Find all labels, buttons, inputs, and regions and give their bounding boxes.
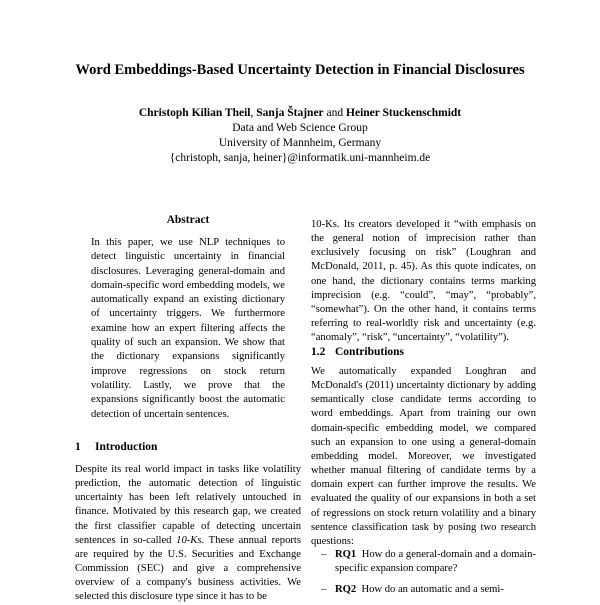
list-dash-icon: – [321, 549, 327, 560]
abstract-heading: Abstract [166, 214, 210, 226]
intro-text-part-1: Despite its real world impact in tasks like volatility prediction, the automatic detection of linguistic uncertainty has been left relatively untouched in finance. Motivated by this research gap, we created the first classifier capable of detecting uncertain sentences in so-called [75, 464, 301, 546]
affiliation-group: Data and Web Science Group [232, 122, 368, 134]
abstract-text: In this paper, we use NLP techniques to detect linguistic uncertainty in financial disclosures. Leveraging general-domain and domain-specific word embedding models, we automatically expand an existing dictionary of uncertainty triggers. We furthermore examine how an expert filtering affects the quality of such an expansion. We show that the dictionary expansions significantly improve regressions on stock return volatility. Lastly, we prove that the expansions significantly boost the automatic detection of uncertain sentences. [91, 237, 285, 420]
author-2: Sanja Štajner [256, 107, 324, 119]
section-contributions-heading [311, 346, 404, 358]
rq1-label: RQ1 [335, 549, 357, 560]
author-emails: {christoph, sanja, heiner}@informatik.uni-mannheim.de [169, 152, 431, 164]
research-question-1 [321, 548, 536, 576]
rq2-label: RQ2 [335, 584, 357, 595]
author-1: Christoph Kilian Theil [138, 107, 251, 119]
section-title: Introduction [95, 441, 158, 453]
author-block [0, 106, 600, 166]
intro-text-part-2: . These annual reports are required by the U.S. Securities and Exchange Commission (SEC) and give a comprehensive overview of a company's business activities. We selected this disclosure type since it has to be [75, 534, 301, 603]
author-names [0, 106, 600, 121]
contributions-text: We automatically expanded Loughran and McDonald's (2011) uncertainty dictionary by adding semantically close candidate terms according to word embeddings. Apart from training our own domain-specific embedding model, we compared such an expansion to one using a general-domain embedding model. Moreover, we investigated whether manual filtering of candidate terms by a domain expert can further improve the results. We evaluated the quality of our expansions in both a set of regressions on stock return volatility and a binary sentence classification task by posing two research questions: [311, 366, 536, 547]
right-column-continuation-text: 10-Ks. Its creators developed it “with emphasis on the general notion of imprecision rather than exclusively focusing on risk” (Loughran and McDonald, 2011, p. 45). As this quote indicates, on one hand, the dictionary contains terms marking imprecision (e.g. “could”, “may”, “probably”, “somewhat”). On the other hand, it contains terms referring to real-worldly risk and uncertainty (e.g. “anomaly”, “risk”, “uncertainty”, “volatility”). [311, 219, 536, 344]
section-introduction-heading [75, 441, 157, 453]
subsection-title: Contributions [335, 346, 405, 358]
author-separator-2: and [323, 107, 347, 119]
subsection-number: 1.2 [311, 346, 326, 358]
research-question-2 [321, 583, 536, 597]
affiliation-university: University of Mannheim, Germany [218, 137, 382, 149]
list-dash-icon: – [321, 584, 327, 595]
paper-title: Word Embeddings-Based Uncertainty Detection in Financial Disclosures [75, 62, 525, 78]
section-number: 1 [75, 441, 81, 453]
author-3: Heiner Stuckenschmidt [346, 107, 462, 119]
rq1-text: How do a general-domain and a domain-specific expansion compare? [335, 549, 537, 575]
author-separator-1: , [250, 107, 257, 119]
intro-text-italic: 10-Ks [176, 534, 202, 546]
introduction-text [75, 463, 301, 605]
rq2-text: How do an automatic and a semi- [361, 584, 504, 595]
